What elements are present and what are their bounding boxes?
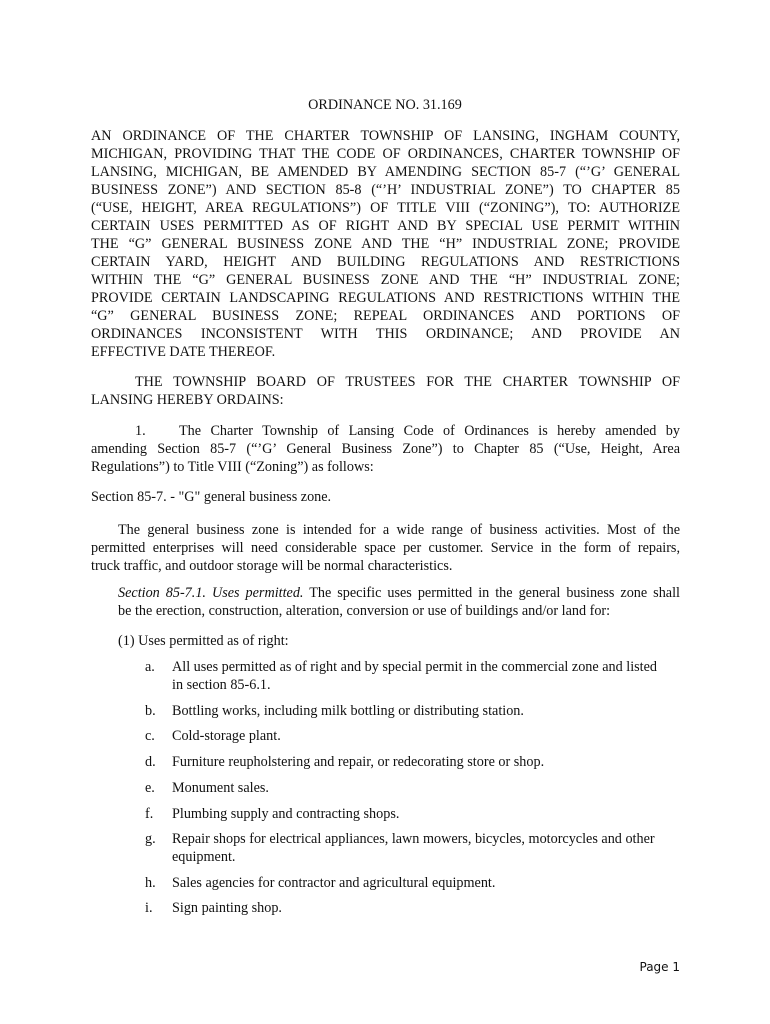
list-text: All uses permitted as of right and by special permit in the commercial zone and listed bbox=[172, 659, 657, 675]
uses-rest: The specific uses permitted in the general business zone shall bbox=[303, 585, 680, 601]
amendment-text: The Charter Township of Lansing Code of Ordinances is hereby amended by bbox=[179, 423, 680, 439]
list-item bbox=[145, 779, 685, 797]
list-text: Sign painting shop. bbox=[172, 900, 282, 916]
list-item bbox=[145, 899, 685, 917]
uses-lead: Section 85-7.1. Uses permitted. bbox=[118, 585, 304, 601]
list-marker: c. bbox=[145, 728, 155, 744]
board-ordains-paragraph bbox=[91, 373, 680, 409]
subsection-heading: (1) Uses permitted as of right: bbox=[118, 633, 289, 649]
list-item bbox=[145, 727, 685, 745]
list-item bbox=[145, 805, 685, 823]
general-line: permitted enterprises will need considerable space per customer. Service in the form of repairs, bbox=[91, 540, 680, 556]
general-line: The general business zone is intended for a wide range of business activities. Most of the bbox=[118, 522, 680, 538]
intro-line: THE “G” GENERAL BUSINESS ZONE AND THE “H” INDUSTRIAL ZONE; PROVIDE bbox=[91, 236, 680, 252]
list-text: Monument sales. bbox=[172, 780, 269, 796]
intro-line: MICHIGAN, PROVIDING THAT THE CODE OF ORDINANCES, CHARTER TOWNSHIP OF bbox=[91, 146, 680, 162]
general-business-paragraph bbox=[91, 521, 680, 575]
list-text: Sales agencies for contractor and agricultural equipment. bbox=[172, 875, 496, 891]
intro-line: LANSING, MICHIGAN, BE AMENDED BY AMENDING SECTION 85-7 (“’G’ GENERAL bbox=[91, 164, 680, 180]
intro-line: “G” GENERAL BUSINESS ZONE; REPEAL ORDINANCES AND PORTIONS OF bbox=[91, 308, 680, 324]
board-line: LANSING HEREBY ORDAINS: bbox=[91, 392, 284, 408]
list-item bbox=[145, 830, 685, 866]
list-text: equipment. bbox=[172, 849, 236, 865]
list-marker: b. bbox=[145, 703, 156, 719]
page-number: Page 1 bbox=[639, 960, 680, 974]
uses-permitted-paragraph bbox=[118, 584, 680, 620]
amendment-paragraph bbox=[91, 422, 680, 476]
list-text: Cold-storage plant. bbox=[172, 728, 281, 744]
list-text: Plumbing supply and contracting shops. bbox=[172, 806, 400, 822]
intro-line: ORDINANCES INCONSISTENT WITH THIS ORDINANCE; AND PROVIDE AN bbox=[91, 326, 680, 342]
list-text: Furniture reupholstering and repair, or redecorating store or shop. bbox=[172, 754, 545, 770]
list-marker: f. bbox=[145, 806, 154, 822]
list-marker: e. bbox=[145, 780, 155, 796]
amendment-line bbox=[91, 422, 680, 440]
list-marker: d. bbox=[145, 754, 156, 770]
intro-line: EFFECTIVE DATE THEREOF. bbox=[91, 344, 276, 360]
list-marker: i. bbox=[145, 900, 153, 916]
intro-line: BUSINESS ZONE”) AND SECTION 85-8 (“’H’ INDUSTRIAL ZONE”) TO CHAPTER 85 bbox=[91, 182, 680, 198]
section-heading: Section 85-7. - "G" general business zone. bbox=[91, 489, 332, 505]
list-item bbox=[145, 874, 685, 892]
amendment-line: amending Section 85-7 (“’G’ General Business Zone”) to Chapter 85 (“Use, Height, Area bbox=[91, 441, 680, 457]
ordinance-title: ORDINANCE NO. 31.169 bbox=[308, 97, 462, 113]
uses-line: be the erection, construction, alteration, conversion or use of buildings and/or land for: bbox=[118, 603, 611, 619]
general-line: truck traffic, and outdoor storage will be normal characteristics. bbox=[91, 558, 453, 574]
list-item bbox=[145, 658, 685, 694]
intro-line: CERTAIN YARD, HEIGHT AND BUILDING REGULATIONS AND RESTRICTIONS bbox=[91, 254, 680, 270]
intro-line: WITHIN THE “G” GENERAL BUSINESS ZONE AND THE “H” INDUSTRIAL ZONE; bbox=[91, 272, 680, 288]
intro-line: AN ORDINANCE OF THE CHARTER TOWNSHIP OF LANSING, INGHAM COUNTY, bbox=[91, 128, 680, 144]
amendment-number: 1. bbox=[135, 423, 146, 439]
intro-line: CERTAIN USES PERMITTED AS OF RIGHT AND BY SPECIAL USE PERMIT WITHIN bbox=[91, 218, 680, 234]
list-item bbox=[145, 753, 685, 771]
list-text: in section 85-6.1. bbox=[172, 677, 271, 693]
ordinance-intro-paragraph bbox=[91, 127, 680, 361]
list-text: Bottling works, including milk bottling or distributing station. bbox=[172, 703, 524, 719]
amendment-line: Regulations”) to Title VIII (“Zoning”) as follows: bbox=[91, 459, 374, 475]
uses-line bbox=[118, 584, 680, 602]
intro-line: (“USE, HEIGHT, AREA REGULATIONS”) OF TITLE VIII (“ZONING”), TO: AUTHORIZE bbox=[91, 200, 680, 216]
list-marker: g. bbox=[145, 831, 156, 847]
list-marker: a. bbox=[145, 659, 155, 675]
list-marker: h. bbox=[145, 875, 156, 891]
intro-line: PROVIDE CERTAIN LANDSCAPING REGULATIONS AND RESTRICTIONS WITHIN THE bbox=[91, 290, 680, 306]
list-item bbox=[145, 702, 685, 720]
list-text: Repair shops for electrical appliances, lawn mowers, bicycles, motorcycles and other bbox=[172, 831, 655, 847]
board-line: THE TOWNSHIP BOARD OF TRUSTEES FOR THE CHARTER TOWNSHIP OF bbox=[135, 374, 680, 390]
